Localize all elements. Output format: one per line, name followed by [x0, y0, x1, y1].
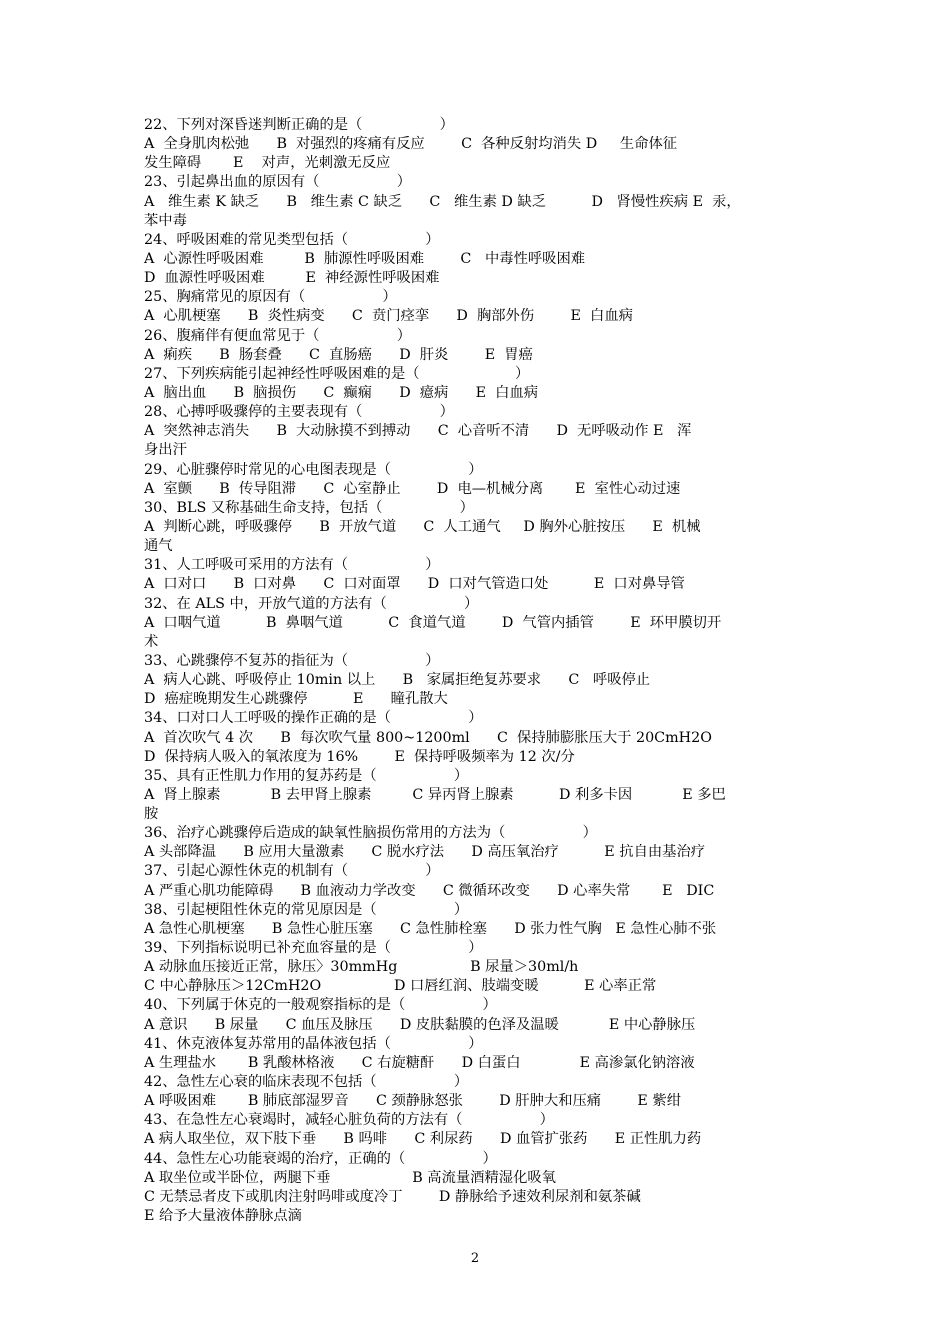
text-line: 33、心跳骤停不复苏的指征为（ ） — [144, 652, 440, 669]
text-line: 25、胸痛常见的原因有（ ） — [144, 289, 397, 306]
text-line: 29、心脏骤停时常见的心电图表现是（ ） — [144, 461, 483, 478]
text-line: 苯中毒 — [144, 212, 187, 229]
text-line: A 痢疾 B 肠套叠 C 直肠癌 D 肝炎 E 胃癌 — [144, 346, 533, 363]
text-line: A 心肌梗塞 B 炎性病变 C 贲门痉挛 D 胸部外伤 E 白血病 — [144, 308, 633, 325]
text-line: 36、治疗心跳骤停后造成的缺氧性脑损伤常用的方法为（ ） — [144, 825, 597, 842]
text-line: 30、BLS 又称基础生命支持，包括（ ） — [144, 499, 474, 516]
text-line: A 取坐位或半卧位，两腿下垂 B 高流量酒精湿化吸氧 — [144, 1169, 556, 1186]
text-line: 40、下列属于休克的一般观察指标的是（ ） — [144, 997, 497, 1014]
text-line: 38、引起梗阻性休克的常见原因是（ ） — [144, 901, 469, 918]
page-number: 2 — [470, 1251, 480, 1266]
text-line: 39、下列指标说明已补充血容量的是（ ） — [144, 940, 483, 957]
text-line: 发生障碍 E 对声，光刺激无反应 — [144, 155, 391, 172]
text-line: A 严重心肌功能障碍 B 血液动力学改变 C 微循环改变 D 心率失常 E DIC — [144, 882, 715, 899]
text-line: A 心源性呼吸困难 B 肺源性呼吸困难 C 中毒性呼吸困难 — [144, 250, 586, 267]
text-line: 43、在急性左心衰竭时，减轻心脏负荷的方法有（ ） — [144, 1112, 554, 1129]
text-line: 27、下列疾病能引起神经性呼吸困难的是（ ） — [144, 365, 530, 382]
text-line: 胺 — [144, 806, 159, 823]
text-line: A 病人心跳、呼吸停止 10min 以上 B 家属拒绝复苏要求 C 呼吸停止 — [144, 672, 651, 689]
text-line: 37、引起心源性休克的机制有（ ） — [144, 863, 440, 880]
text-line: D 血源性呼吸困难 E 神经源性呼吸困难 — [144, 270, 440, 287]
text-line: A 室颤 B 传导阻滞 C 心室静止 D 电—机械分离 E 室性心动过速 — [144, 480, 681, 497]
text-line: 31、人工呼吸可采用的方法有（ ） — [144, 557, 440, 574]
text-line: A 动脉血压接近正常，脉压〉30mmHg B 尿量＞30ml/h — [144, 959, 579, 976]
text-line: 32、在 ALS 中，开放气道的方法有（ ） — [144, 595, 479, 612]
text-line: A 急性心肌梗塞 B 急性心脏压塞 C 急性肺栓塞 D 张力性气胸 E 急性心肺不张 — [144, 920, 717, 937]
text-line: D 癌症晚期发生心跳骤停 E 瞳孔散大 — [144, 691, 448, 708]
text-line: 44、急性左心功能衰竭的治疗，正确的（ ） — [144, 1150, 497, 1167]
text-line: 术 — [144, 633, 159, 650]
text-line: 34、口对口人工呼吸的操作正确的是（ ） — [144, 710, 483, 727]
text-line: A 脑出血 B 脑损伤 C 癫痫 D 癔病 E 白血病 — [144, 384, 539, 401]
text-line: 41、休克液体复苏常用的晶体液包括（ ） — [144, 1035, 483, 1052]
text-line: A 首次吹气 4 次 B 每次吹气量 800~1200ml C 保持肺膨胀压大于 20CmH2O — [144, 729, 712, 746]
text-line: E 给予大量液体静脉点滴 — [144, 1208, 302, 1225]
text-line: A 突然神志消失 B 大动脉摸不到搏动 C 心音听不清 D 无呼吸动作 E 浑 — [144, 423, 692, 440]
text-line: A 判断心跳，呼吸骤停 B 开放气道 C 人工通气 D 胸外心脏按压 E 机械 — [144, 518, 701, 535]
text-line: D 保持病人吸入的氧浓度为 16% E 保持呼吸频率为 12 次/分 — [144, 748, 575, 765]
text-line: 23、引起鼻出血的原因有（ ） — [144, 174, 412, 191]
text-line: A 意识 B 尿量 C 血压及脉压 D 皮肤黏膜的色泽及温暖 E 中心静脉压 — [144, 1016, 696, 1033]
text-line: A 全身肌肉松弛 B 对强烈的疼痛有反应 C 各种反射均消失 D 生命体征 — [144, 136, 678, 153]
text-line: A 呼吸困难 B 肺底部湿罗音 C 颈静脉怒张 D 肝肿大和压痛 E 紫绀 — [144, 1093, 682, 1110]
text-line: 22、下列对深昏迷判断正确的是（ ） — [144, 117, 454, 133]
text-line: A 口咽气道 B 鼻咽气道 C 食道气道 D 气管内插管 E 环甲膜切开 — [144, 614, 722, 631]
text-line: A 口对口 B 口对鼻 C 口对面罩 D 口对气管造口处 E 口对鼻导管 — [144, 576, 685, 593]
text-line: A 病人取坐位，双下肢下垂 B 吗啡 C 利尿药 D 血管扩张药 E 正性肌力药 — [144, 1131, 702, 1148]
text-line: 42、急性左心衰的临床表现不包括（ ） — [144, 1074, 469, 1091]
text-line: 24、呼吸困难的常见类型包括（ ） — [144, 231, 440, 248]
text-line: 身出汗 — [144, 442, 187, 459]
text-line: 35、具有正性肌力作用的复苏药是（ ） — [144, 767, 469, 784]
text-line: C 中心静脉压＞12CmH2O D 口唇红润、肢端变暖 E 心率正常 — [144, 978, 657, 995]
text-line: 通气 — [144, 538, 173, 555]
question-list — [144, 116, 814, 1226]
text-line: A 生理盐水 B 乳酸林格液 C 右旋糖酐 D 白蛋白 E 高渗氯化钠溶液 — [144, 1054, 695, 1071]
text-line: 26、腹痛伴有便血常见于（ ） — [144, 327, 412, 344]
text-line: 28、心搏呼吸骤停的主要表现有（ ） — [144, 404, 454, 421]
text-line: C 无禁忌者皮下或肌肉注射吗啡或度冷丁 D 静脉给予速效利尿剂和氨茶碱 — [144, 1188, 641, 1205]
text-line: A 肾上腺素 B 去甲肾上腺素 C 异丙肾上腺素 D 利多卡因 E 多巴 — [144, 786, 726, 803]
text-line: A 维生素 K 缺乏 B 维生素 C 缺乏 C 维生素 D 缺乏 D 肾慢性疾病 E 汞， — [144, 193, 741, 210]
text-line: A 头部降温 B 应用大量激素 C 脱水疗法 D 高压氧治疗 E 抗自由基治疗 — [144, 844, 706, 861]
